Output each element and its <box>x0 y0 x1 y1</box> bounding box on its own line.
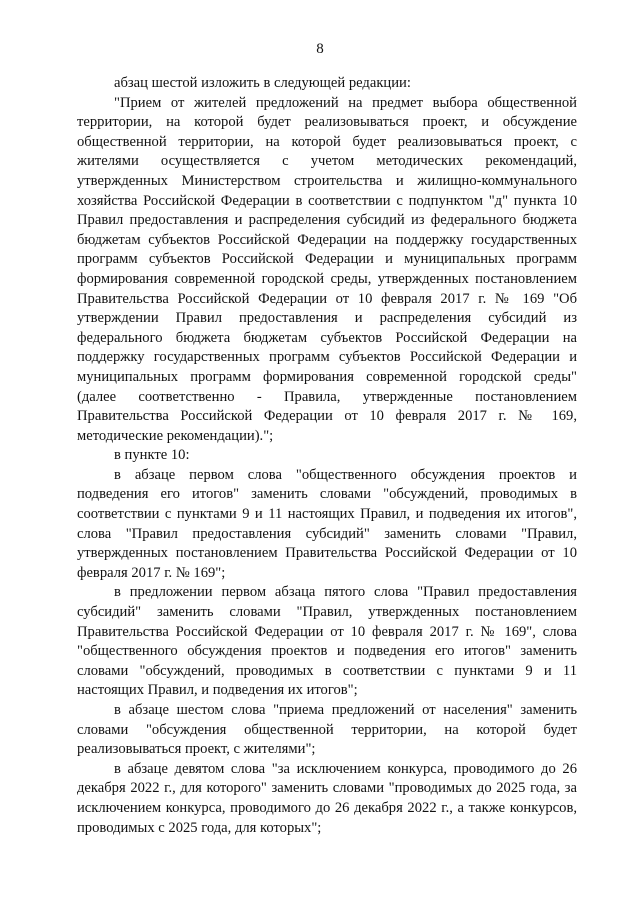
paragraph: в абзаце первом слова "общественного обсуждения проектов и подведения его итогов" заменить словами "обсуждений, проводимых в соответствии с пунктами 9 и 11 настоящих Правил, и подведения их итогов", слова "Правил предоставления субсидий" заменить словами "Правил, утвержденных постановлением Правительства Российской Федерации от 10 февраля 2017 г. № 169"; <box>77 466 577 581</box>
page-number: 8 <box>316 41 324 57</box>
paragraph: в пункте 10: <box>114 447 190 464</box>
paragraph: абзац шестой изложить в следующей редакции: <box>114 75 411 91</box>
paragraph: в предложении первом абзаца пятого слова "Правил предоставления субсидий" заменить словами "Правил, утвержденных постановлением Правительства Российской Федерации от 10 февраля 2017 г. № 169", слова "общественного обсуждения проектов и подведения его итогов" заменить словами "обсуждений, проводимых в соответствии с пунктами 9 и 11 настоящих Правил, и подведения их итогов"; <box>77 584 577 699</box>
paragraph: в абзаце девятом слова "за исключением конкурса, проводимого до 26 декабря 2022 г., для которого" заменить словами "проводимых до 2025 года, за исключением конкурса, проводимого до 26 декабря 2022 г., а также конкурсов, проводимых с 2025 года, для которых"; <box>77 760 577 836</box>
document-body <box>77 74 577 838</box>
paragraph: в абзаце шестом слова "приема предложений от населения" заменить словами "обсуждения общественной территории, на которой будет реализовываться проект, с жителями"; <box>77 702 577 758</box>
paragraph: "Прием от жителей предложений на предмет выбора общественной территории, на которой будет реализовываться проект, и обсуждение общественной территории, на которой будет реализовываться проект, с жителями осуществляется с учетом методических рекомендаций, утвержденных Министерством строительства и жилищно-коммунального хозяйства Российской Федерации в соответствии с подпунктом "д" пункта 10 Правил предоставления и распределения субсидий из федерального бюджета бюджетам субъектов Российской Федерации на поддержку государственных программ субъектов Российской Федерации и муниципальных программ формирования современной городской среды, утвержденных постановлением Правительства Российской Федерации от 10 февраля 2017 г. № 169 "Об утверждении Правил предоставления и распределения субсидий из федерального бюджета бюджетам субъектов Российской Федерации на поддержку государственных программ субъектов Российской Федерации и муниципальных программ формирования современной городской среды" (далее соответственно - Правила, утвержденные постановлением Правительства Российской Федерации от 10 февраля 2017 г. № 169, методические рекомендации)."; <box>77 94 577 444</box>
